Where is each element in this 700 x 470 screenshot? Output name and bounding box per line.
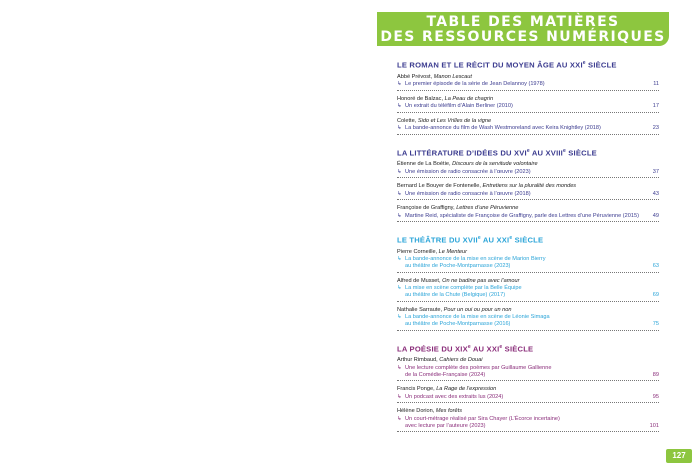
page-reference: 63 <box>652 263 659 270</box>
page-reference: 11 <box>653 81 659 88</box>
toc-entry <box>397 307 659 331</box>
resource-text: Un court-métrage réalisé par Sira Chayer (L’Écorce incertaine) <box>405 415 560 422</box>
page-reference: 101 <box>649 422 659 429</box>
resource-text-line2: au théâtre de la Chute (Belgique) (2017) <box>405 292 506 299</box>
work-reference: Arthur Rimbaud, Cahiers de Douai <box>397 357 483 364</box>
work-reference: Bernard Le Bouyer de Fontenelle, Entretiens sur la pluralité des mondes <box>397 183 577 190</box>
header-title-line2: DES RESSOURCES NUMÉRIQUES <box>380 29 666 45</box>
work-reference: Étienne de La Boétie, Discours de la servitude volontaire <box>397 161 538 168</box>
page-number-badge: 127 <box>666 449 692 463</box>
resource-text-line2: au théâtre de Poche-Montparnasse (2023) <box>405 263 511 270</box>
work-reference: Nathalie Sarraute, Pour un oui ou pour un non <box>397 306 512 313</box>
resource-link[interactable] <box>397 285 659 302</box>
toc-entry <box>397 249 659 273</box>
resource-link[interactable] <box>397 365 659 382</box>
toc-entry <box>397 96 659 113</box>
link-arrow-icon: ↳ <box>397 81 402 88</box>
toc-entry <box>397 408 659 432</box>
resource-text: Un extrait du téléfilm d’Alain Berliner (2010) <box>405 103 513 110</box>
resource-text-line2: de la Comédie-Française (2024) <box>405 371 486 378</box>
work-reference: Pierre Corneille, Le Menteur <box>397 248 467 255</box>
resource-text: La mise en scène complète par la Belle Équipe <box>405 285 522 292</box>
link-arrow-icon: ↳ <box>397 393 402 400</box>
toc-entry <box>397 205 659 222</box>
toc-entry <box>397 118 659 135</box>
section-title: LE THÉÂTRE DU XVIIe AU XXIe SIÈCLE <box>397 235 544 245</box>
link-arrow-icon: ↳ <box>397 314 402 321</box>
resource-text-line2: avec lecture par l’auteure (2023) <box>405 422 486 429</box>
toc-header-banner <box>377 12 669 46</box>
resource-text-line2: au théâtre de Poche-Montparnasse (2016) <box>405 321 511 328</box>
toc-entry <box>397 161 659 178</box>
resource-text: Le premier épisode de la série de Jean Delannoy (1978) <box>405 81 545 88</box>
link-arrow-icon: ↳ <box>397 212 402 219</box>
toc-content <box>397 60 659 445</box>
resource-link[interactable] <box>397 103 659 113</box>
section-title: LA LITTÉRATURE D’IDÉES DU XVIe AU XVIIIe SIÈCLE <box>397 147 597 158</box>
resource-text: La bande-annonce du film de Wash Westmoreland avec Keira Knightley (2018) <box>405 125 601 132</box>
link-arrow-icon: ↳ <box>397 168 402 175</box>
page-reference: 43 <box>652 190 659 197</box>
resource-text: Une émission de radio consacrée à l’œuvre (2018) <box>405 190 531 197</box>
toc-entry <box>397 357 659 381</box>
resource-text: La bande-annonce de la mise en scène de Léonie Simaga <box>405 314 550 321</box>
link-arrow-icon: ↳ <box>397 364 402 371</box>
work-reference: Francis Ponge, La Rage de l’expression <box>397 386 497 393</box>
work-reference: Colette, Sido et Les Vrilles de la vigne <box>397 117 492 124</box>
work-reference: Françoise de Graffigny, Lettres d’une Péruvienne <box>397 205 519 212</box>
resource-link[interactable] <box>397 256 659 273</box>
link-arrow-icon: ↳ <box>397 125 402 132</box>
resource-text: Martine Reid, spécialiste de Françoise de Graffigny, parle des Lettres d’une Péruvienne (2015) <box>405 212 639 219</box>
link-arrow-icon: ↳ <box>397 256 402 263</box>
toc-entry <box>397 278 659 302</box>
work-reference: Alfred de Musset, On ne badine pas avec l’amour <box>397 277 520 284</box>
page-reference: 17 <box>652 103 659 110</box>
work-reference: Hélène Dorion, Mes forêts <box>397 408 462 415</box>
toc-entry <box>397 183 659 200</box>
resource-link[interactable] <box>397 81 659 91</box>
toc-entry <box>397 74 659 91</box>
work-reference: Honoré de Balzac, La Peau de chagrin <box>397 95 494 102</box>
page-reference: 75 <box>652 321 659 328</box>
resource-text: Une émission de radio consacrée à l’œuvre (2023) <box>405 168 531 175</box>
page-reference: 37 <box>652 168 659 175</box>
page-reference: 49 <box>652 212 659 219</box>
resource-link[interactable] <box>397 169 659 179</box>
page-reference: 95 <box>652 393 659 400</box>
resource-text: La bande-annonce de la mise en scène de Marion Bierry <box>405 256 546 263</box>
link-arrow-icon: ↳ <box>397 190 402 197</box>
resource-link[interactable] <box>397 394 659 404</box>
toc-entry <box>397 386 659 403</box>
work-reference: Abbé Prévost, Manon Lescaut <box>397 73 472 80</box>
resource-link[interactable] <box>397 314 659 331</box>
resource-text: Une lecture complète des poèmes par Guillaume Gallienne <box>405 364 552 371</box>
page-reference: 89 <box>652 371 659 378</box>
link-arrow-icon: ↳ <box>397 285 402 292</box>
resource-link[interactable] <box>397 191 659 201</box>
resource-link[interactable] <box>397 125 659 135</box>
section-title: LA POÉSIE DU XIXe AU XXIe SIÈCLE <box>397 343 534 354</box>
resource-text: Un podcast avec des extraits lus (2024) <box>405 393 504 400</box>
page-reference: 69 <box>652 292 659 299</box>
section-title: LE ROMAN ET LE RÉCIT DU MOYEN ÂGE AU XXIe SIÈCLE <box>397 60 617 70</box>
resource-link[interactable] <box>397 213 659 223</box>
page-reference: 23 <box>652 125 659 132</box>
resource-link[interactable] <box>397 416 659 433</box>
header-title-line1: TABLE DES MATIÈRES <box>426 14 620 30</box>
link-arrow-icon: ↳ <box>397 415 402 422</box>
link-arrow-icon: ↳ <box>397 103 402 110</box>
